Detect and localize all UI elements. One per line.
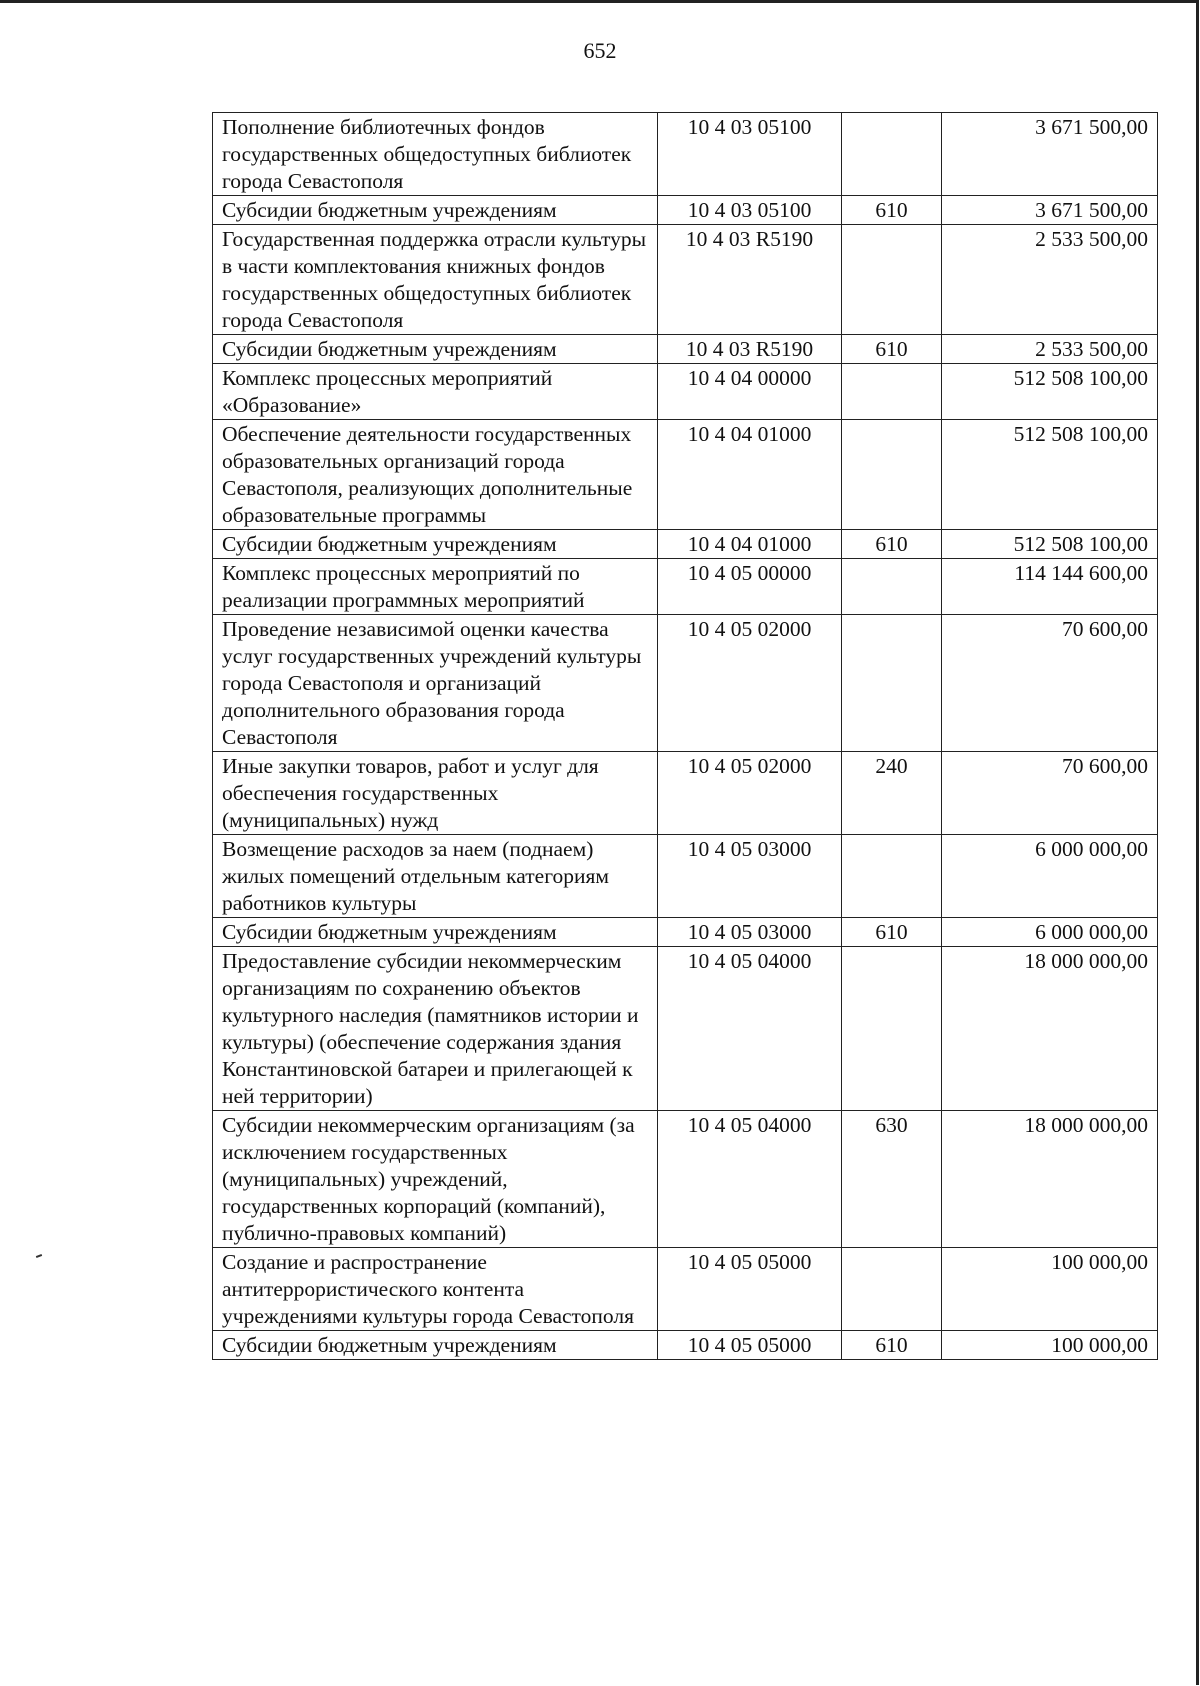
cell-name: Субсидии бюджетным учреждениям xyxy=(213,335,658,364)
cell-sum: 2 533 500,00 xyxy=(942,225,1158,335)
cell-sum: 6 000 000,00 xyxy=(942,918,1158,947)
cell-name: Комплекс процессных мероприятий «Образование» xyxy=(213,364,658,420)
cell-type: 610 xyxy=(842,1331,942,1360)
cell-code: 10 4 05 02000 xyxy=(658,752,842,835)
table-row xyxy=(213,530,1158,559)
cell-type: 240 xyxy=(842,752,942,835)
table-row xyxy=(213,420,1158,530)
cell-type xyxy=(842,615,942,752)
cell-sum: 18 000 000,00 xyxy=(942,1111,1158,1248)
cell-code: 10 4 04 01000 xyxy=(658,530,842,559)
cell-sum: 512 508 100,00 xyxy=(942,364,1158,420)
cell-code: 10 4 05 05000 xyxy=(658,1331,842,1360)
cell-code: 10 4 05 04000 xyxy=(658,1111,842,1248)
cell-name: Обеспечение деятельности государственных образовательных организаций города Севастополя, реализующих дополнительные образовательные программы xyxy=(213,420,658,530)
cell-code: 10 4 05 03000 xyxy=(658,918,842,947)
cell-sum: 100 000,00 xyxy=(942,1331,1158,1360)
table-row xyxy=(213,1248,1158,1331)
cell-sum: 3 671 500,00 xyxy=(942,113,1158,196)
table-row xyxy=(213,196,1158,225)
cell-code: 10 4 03 R5190 xyxy=(658,225,842,335)
cell-type xyxy=(842,1248,942,1331)
cell-name: Субсидии бюджетным учреждениям xyxy=(213,530,658,559)
cell-name: Иные закупки товаров, работ и услуг для обеспечения государственных (муниципальных) нужд xyxy=(213,752,658,835)
table-row xyxy=(213,559,1158,615)
budget-table xyxy=(212,112,1158,1360)
cell-name: Комплекс процессных мероприятий по реализации программных мероприятий xyxy=(213,559,658,615)
table-row xyxy=(213,835,1158,918)
cell-name: Субсидии бюджетным учреждениям xyxy=(213,1331,658,1360)
cell-type xyxy=(842,364,942,420)
table-row xyxy=(213,615,1158,752)
cell-code: 10 4 05 02000 xyxy=(658,615,842,752)
cell-code: 10 4 05 04000 xyxy=(658,947,842,1111)
cell-type xyxy=(842,559,942,615)
table-row xyxy=(213,918,1158,947)
cell-code: 10 4 04 00000 xyxy=(658,364,842,420)
table-row xyxy=(213,364,1158,420)
cell-type xyxy=(842,420,942,530)
table-row xyxy=(213,752,1158,835)
cell-sum: 3 671 500,00 xyxy=(942,196,1158,225)
cell-sum: 6 000 000,00 xyxy=(942,835,1158,918)
table-row xyxy=(213,113,1158,196)
cell-code: 10 4 05 03000 xyxy=(658,835,842,918)
cell-type: 610 xyxy=(842,530,942,559)
cell-sum: 114 144 600,00 xyxy=(942,559,1158,615)
cell-sum: 70 600,00 xyxy=(942,752,1158,835)
cell-code: 10 4 05 00000 xyxy=(658,559,842,615)
cell-sum: 100 000,00 xyxy=(942,1248,1158,1331)
cell-type xyxy=(842,835,942,918)
cell-name: Государственная поддержка отрасли культуры в части комплектования книжных фондов государственных общедоступных библиотек города Севастополя xyxy=(213,225,658,335)
cell-code: 10 4 03 R5190 xyxy=(658,335,842,364)
budget-table-body xyxy=(213,113,1158,1360)
cell-name: Субсидии бюджетным учреждениям xyxy=(213,918,658,947)
cell-type: 610 xyxy=(842,918,942,947)
cell-type: 610 xyxy=(842,335,942,364)
cell-code: 10 4 04 01000 xyxy=(658,420,842,530)
cell-name: Проведение независимой оценки качества услуг государственных учреждений культуры города Севастополя и организаций дополнительного образования города Севастополя xyxy=(213,615,658,752)
cell-sum: 512 508 100,00 xyxy=(942,420,1158,530)
cell-name: Возмещение расходов за наем (поднаем) жилых помещений отдельным категориям работников культуры xyxy=(213,835,658,918)
cell-name: Субсидии некоммерческим организациям (за исключением государственных (муниципальных) учреждений, государственных корпораций (компаний), публично-правовых компаний) xyxy=(213,1111,658,1248)
table-row xyxy=(213,1111,1158,1248)
cell-code: 10 4 05 05000 xyxy=(658,1248,842,1331)
table-row xyxy=(213,947,1158,1111)
cell-type: 630 xyxy=(842,1111,942,1248)
cell-code: 10 4 03 05100 xyxy=(658,113,842,196)
cell-sum: 70 600,00 xyxy=(942,615,1158,752)
margin-mark xyxy=(36,1254,42,1258)
cell-name: Пополнение библиотечных фондов государственных общедоступных библиотек города Севастополя xyxy=(213,113,658,196)
cell-type xyxy=(842,113,942,196)
cell-code: 10 4 03 05100 xyxy=(658,196,842,225)
table-row xyxy=(213,335,1158,364)
cell-name: Предоставление субсидии некоммерческим организациям по сохранению объектов культурного наследия (памятников истории и культуры) (обеспечение содержания здания Константиновской батареи и прилегающей к ней территории) xyxy=(213,947,658,1111)
page-number: 652 xyxy=(583,38,617,63)
cell-type xyxy=(842,947,942,1111)
table-row xyxy=(213,225,1158,335)
cell-sum: 18 000 000,00 xyxy=(942,947,1158,1111)
cell-type xyxy=(842,225,942,335)
cell-type: 610 xyxy=(842,196,942,225)
cell-name: Создание и распространение антитеррористического контента учреждениями культуры города Севастополя xyxy=(213,1248,658,1331)
table-row xyxy=(213,1331,1158,1360)
cell-name: Субсидии бюджетным учреждениям xyxy=(213,196,658,225)
cell-sum: 512 508 100,00 xyxy=(942,530,1158,559)
cell-sum: 2 533 500,00 xyxy=(942,335,1158,364)
